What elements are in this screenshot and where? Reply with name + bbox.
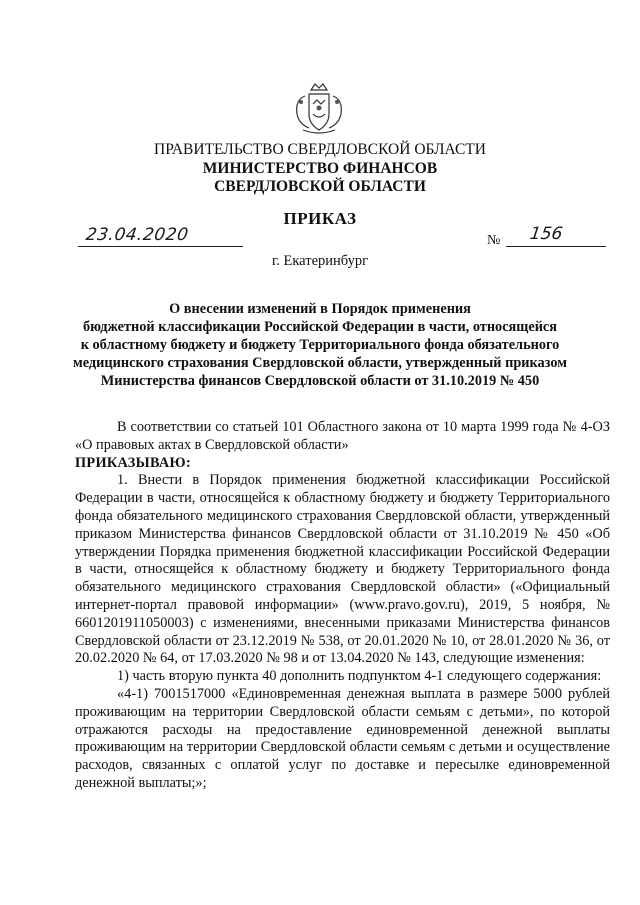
document-type: ПРИКАЗ xyxy=(283,209,357,228)
subject-line: Министерства финансов Свердловской области от 31.10.2019 № 450 xyxy=(100,373,540,389)
handwritten-number: 156 xyxy=(528,224,564,244)
ministry-name: МИНИСТЕРСТВО ФИНАНСОВ xyxy=(202,160,438,177)
handwritten-date: 23.04.2020 xyxy=(84,225,190,245)
number-label: № xyxy=(487,233,501,248)
coat-of-arms-emblem xyxy=(291,80,347,138)
subject-line: бюджетной классификации Российской Федерации в части, относящейся xyxy=(82,319,558,335)
order-body xyxy=(75,419,610,793)
item-1: 1. Внести в Порядок применения бюджетной классификации Российской Федерации в части, относящейся к областному бюджету и бюджету Территориального фонда обязательного медицинского страхования Свердловской области, утвержденный приказом Министерства финансов Свердловской области от 31.10.2019 № 450 «Об утверждении Порядка применения бюджетной классификации Российской Федерации в части, относящейся к областному бюджету и бюджету Территориального фонда обязательного медицинского страхования Свердловской области» («Официальный интернет-портал правовой информации» (www.pravo.gov.ru), 2019, 5 ноября, № 6601201911050003) с изменениями, внесенными приказами Министерства финансов Свердловской области от 23.12.2019 № 538, от 20.01.2020 № 10, от 28.01.2020 № 36, от 20.02.2020 № 64, от 17.03.2020 № 98 и от 13.04.2020 № 143, следующие изменения: xyxy=(75,472,610,667)
item-1-subitem-1: 1) часть вторую пункта 40 дополнить подпунктом 4-1 следующего содержания: xyxy=(117,668,602,685)
order-subject xyxy=(70,300,570,390)
subject-line: к областному бюджету и бюджету Территориального фонда обязательного xyxy=(80,337,560,353)
government-name: ПРАВИТЕЛЬСТВО СВЕРДЛОВСКОЙ ОБЛАСТИ xyxy=(154,141,486,158)
command-heading: ПРИКАЗЫВАЮ: xyxy=(75,454,192,471)
subject-line: медицинского страхования Свердловской области, утвержденный приказом xyxy=(73,355,567,371)
subject-line: О внесении изменений в Порядок применения xyxy=(169,301,471,317)
city: г. Екатеринбург xyxy=(271,253,369,269)
quoted-subitem: «4-1) 7001517000 «Единовременная денежная выплата в размере 5000 рублей проживающим на территории Свердловской области семьям с детьми», по которой отражаются расходы на предоставление единовременной денежной выплаты проживающим на территории Свердловской области семьям с детьми и осуществление расходов, связанных с оплатой услуг по доставке и пересылке единовременной денежной выплаты;»; xyxy=(75,685,610,791)
preamble: В соответствии со статьей 101 Областного закона от 10 марта 1999 года № 4-ОЗ «О правовых актах в Свердловской области» xyxy=(75,419,610,453)
region-name: СВЕРДЛОВСКОЙ ОБЛАСТИ xyxy=(214,178,426,195)
